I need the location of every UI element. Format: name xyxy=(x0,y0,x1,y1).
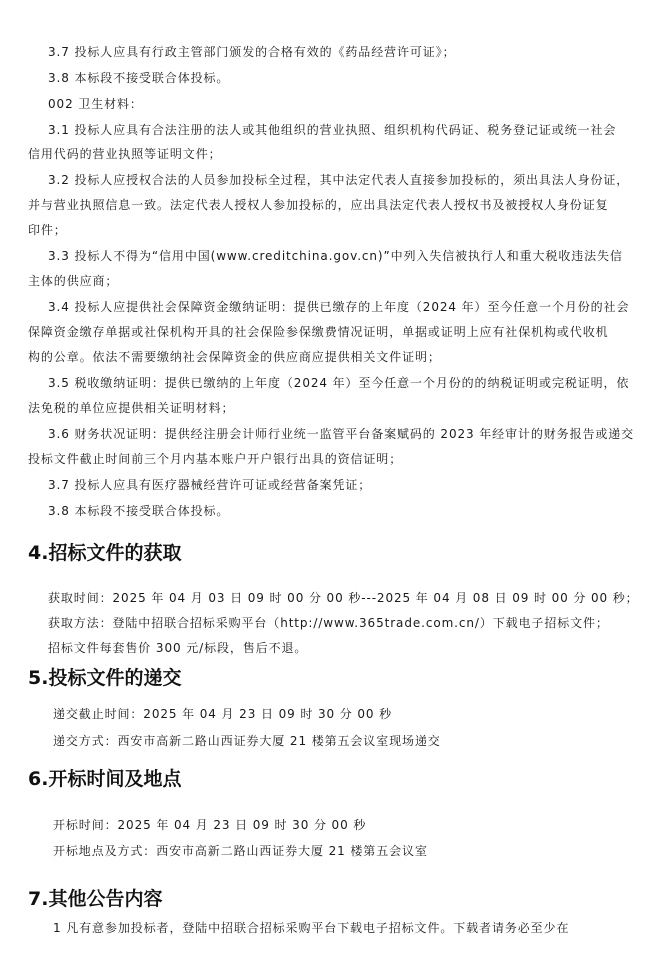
requirement-3-5-line2: 法免税的单位应提供相关证明材料； xyxy=(28,401,235,415)
requirement-3-8-no-consortium-2: 3.8 本标段不接受联合体投标。 xyxy=(48,504,230,518)
section-4-heading: 4.招标文件的获取 xyxy=(28,542,182,564)
lot-002-heading: 002 卫生材料： xyxy=(48,97,143,111)
submission-deadline: 递交截止时间：2025 年 04 月 23 日 09 时 30 分 00 秒 xyxy=(53,707,393,721)
requirement-3-4-line1: 3.4 投标人应提供社会保障资金缴纳证明：提供已缴存的上年度（2024 年）至今任意一个月份的社会 xyxy=(48,300,630,314)
requirement-3-3-line1: 3.3 投标人不得为“信用中国(www.creditchina.gov.cn)”中列入失信被执行人和重大税收违法失信 xyxy=(48,249,623,263)
requirement-3-7-drug-license: 3.7 投标人应具有行政主管部门颁发的合格有效的《药品经营许可证》； xyxy=(48,45,456,59)
requirement-3-6-line2: 投标文件截止时间前三个月内基本账户开户银行出具的资信证明； xyxy=(28,452,403,466)
other-notice-line1: 1 凡有意参加投标者，登陆中招联合招标采购平台下载电子招标文件。下载者请务必至少在 xyxy=(53,921,570,935)
submission-method: 递交方式：西安市高新二路山西证券大厦 21 楼第五会议室现场递交 xyxy=(53,734,441,748)
requirement-3-8-no-consortium: 3.8 本标段不接受联合体投标。 xyxy=(48,71,230,85)
requirement-3-2-line1: 3.2 投标人应授权合法的人员参加投标全过程，其中法定代表人直接参加投标的，须出具法人身份证， xyxy=(48,173,630,187)
opening-location: 开标地点及方式：西安市高新二路山西证券大厦 21 楼第五会议室 xyxy=(53,844,428,858)
requirement-3-7-device-license: 3.7 投标人应具有医疗器械经营许可证或经营备案凭证； xyxy=(48,478,372,492)
section-7-heading: 7.其他公告内容 xyxy=(28,888,163,910)
requirement-3-4-line2: 保障资金缴存单据或社保机构开具的社会保险参保缴费情况证明，单据或证明上应有社保机构或代收机 xyxy=(28,325,609,339)
requirement-3-4-line3: 构的公章。依法不需要缴纳社会保障资金的供应商应提供相关文件证明； xyxy=(28,350,441,364)
acquisition-time: 获取时间：2025 年 04 月 03 日 09 时 00 分 00 秒---2025 年 04 月 08 日 09 时 00 分 00 秒； xyxy=(48,591,639,605)
document-price: 招标文件每套售价 300 元/标段，售后不退。 xyxy=(48,641,308,655)
section-6-heading: 6.开标时间及地点 xyxy=(28,768,182,790)
requirement-3-1-line2: 信用代码的营业执照等证明文件； xyxy=(28,147,222,161)
requirement-3-5-line1: 3.5 税收缴纳证明：提供已缴纳的上年度（2024 年）至今任意一个月份的的纳税证明或完税证明，依 xyxy=(48,376,630,390)
requirement-3-2-line2: 并与营业执照信息一致。法定代表人授权人参加投标的，应出具法定代表人授权书及被授权人身份证复 xyxy=(28,198,609,212)
requirement-3-2-line3: 印件； xyxy=(28,223,67,237)
section-5-heading: 5.投标文件的递交 xyxy=(28,667,182,689)
requirement-3-1-line1: 3.1 投标人应具有合法注册的法人或其他组织的营业执照、组织机构代码证、税务登记证或统一社会 xyxy=(48,123,617,137)
requirement-3-3-line2: 主体的供应商； xyxy=(28,274,119,288)
acquisition-method: 获取方法：登陆中招联合招标采购平台（http://www.365trade.com.cn/）下载电子招标文件； xyxy=(48,616,609,630)
opening-time: 开标时间：2025 年 04 月 23 日 09 时 30 分 00 秒 xyxy=(53,818,367,832)
requirement-3-6-line1: 3.6 财务状况证明：提供经注册会计师行业统一监管平台备案赋码的 2023 年经审计的财务报告或递交 xyxy=(48,427,635,441)
